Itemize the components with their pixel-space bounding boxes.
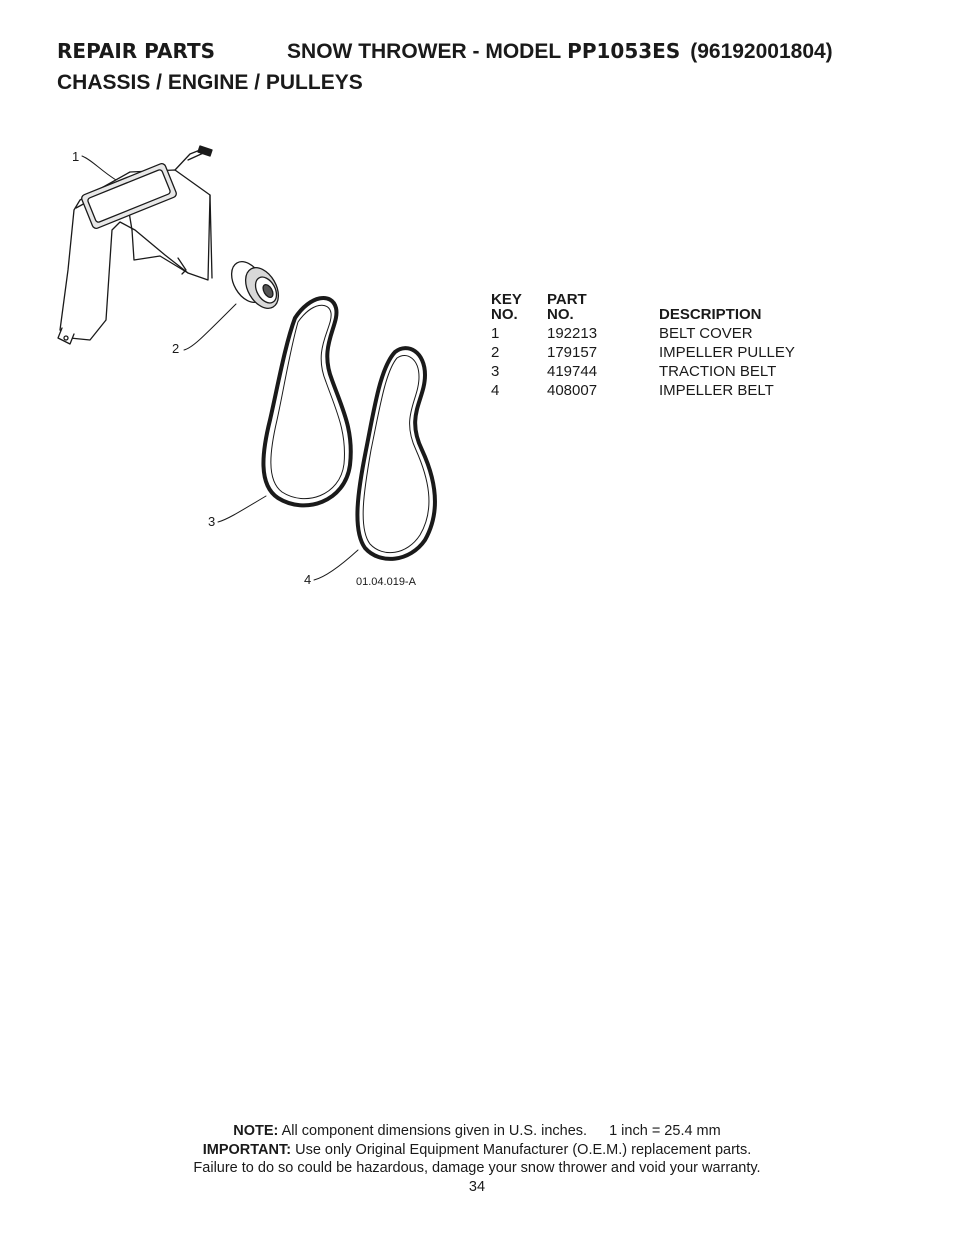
- part-description: IMPELLER PULLEY: [659, 344, 795, 361]
- important-text: Use only Original Equipment Manufacturer (O.E.M.) replacement parts.: [295, 1141, 752, 1158]
- callout-1: 1: [72, 149, 80, 164]
- page-number: 34: [468, 1178, 486, 1195]
- section-title: REPAIR PARTS: [57, 39, 216, 63]
- impeller-belt-illustration: [357, 348, 435, 559]
- page-footer: [0, 1122, 954, 1196]
- key-header-no: NO.: [491, 306, 518, 323]
- important-label: IMPORTANT:: [202, 1141, 292, 1158]
- callout-3: 3: [208, 514, 216, 529]
- key-header: KEY: [491, 291, 522, 308]
- impeller-pulley-illustration: [225, 256, 285, 314]
- model-name: PP1053ES: [567, 39, 681, 63]
- parts-diagram: [40, 130, 460, 600]
- part-no: 179157: [547, 344, 598, 361]
- part-header-no: NO.: [547, 306, 574, 323]
- key-no: 1: [491, 325, 500, 342]
- callout-4: 4: [304, 572, 312, 587]
- model-number: (96192001804): [690, 40, 833, 63]
- belt-cover-illustration: [58, 146, 212, 344]
- page-header: [57, 38, 833, 65]
- part-no: 192213: [547, 325, 598, 342]
- part-description: TRACTION BELT: [659, 363, 777, 380]
- important-line: [0, 1141, 954, 1160]
- note-text: All component dimensions given in U.S. inches.: [281, 1123, 588, 1139]
- note-label: NOTE:: [233, 1123, 279, 1139]
- part-description: BELT COVER: [659, 325, 753, 342]
- description-header: DESCRIPTION: [659, 306, 762, 323]
- traction-belt-illustration: [263, 298, 350, 505]
- key-no: 2: [491, 344, 500, 361]
- callout-2: 2: [172, 341, 180, 356]
- part-no: 419744: [547, 363, 598, 380]
- part-no: 408007: [547, 382, 598, 399]
- unit-conversion: 1 inch = 25.4 mm: [609, 1123, 721, 1139]
- key-no: 3: [491, 363, 500, 380]
- product-prefix: SNOW THROWER - MODEL: [287, 40, 562, 63]
- part-description: IMPELLER BELT: [659, 382, 774, 399]
- figure-code: 01.04.019-A: [356, 576, 416, 588]
- warning-line: Failure to do so could be hazardous, damage your snow thrower and void your warranty.: [193, 1160, 761, 1176]
- key-no: 4: [491, 382, 500, 399]
- page-subtitle: CHASSIS / ENGINE / PULLEYS: [57, 71, 363, 94]
- part-header: PART: [547, 291, 587, 308]
- note-line: [0, 1122, 954, 1141]
